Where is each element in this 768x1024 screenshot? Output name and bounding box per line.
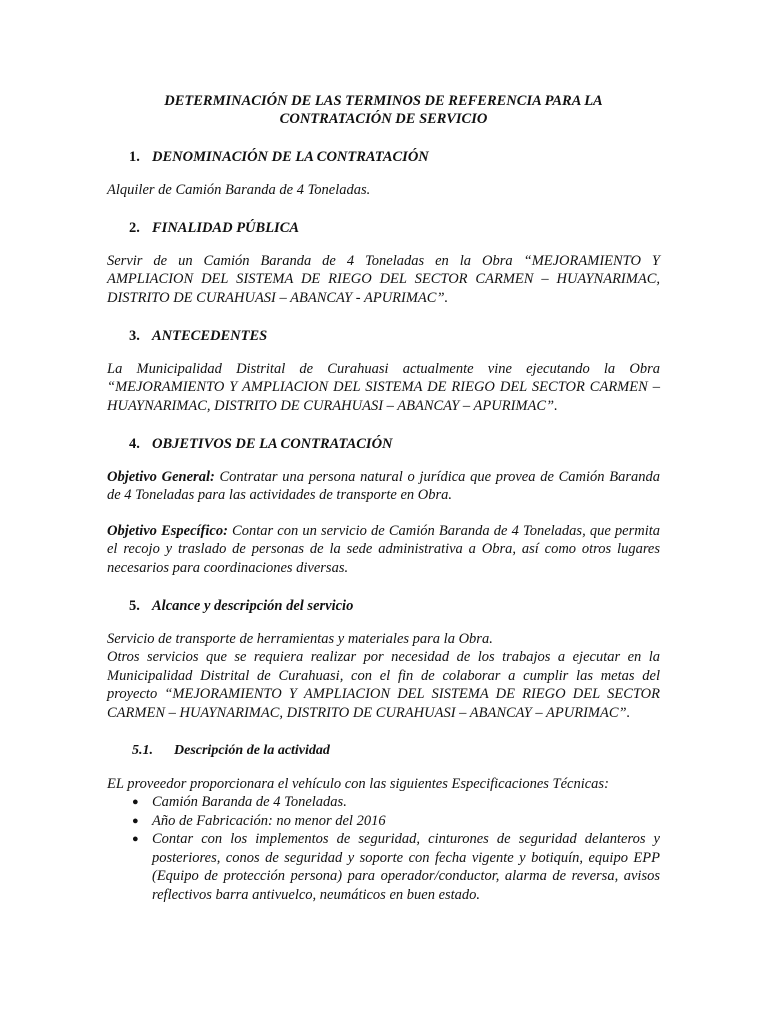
list-item-text: Camión Baranda de 4 Toneladas. <box>152 794 347 810</box>
section-1-heading <box>107 148 660 167</box>
objetivo-general-text: Contratar una persona natural o jurídica que provea de Camión Baranda de 4 Toneladas para las actividades de transporte en Obra. <box>107 468 660 503</box>
section-2-number: 2. <box>129 220 140 236</box>
section-4-number: 4. <box>129 436 140 452</box>
list-item <box>132 830 660 904</box>
objetivo-general <box>107 468 660 505</box>
section-3-heading <box>107 327 660 346</box>
section-2-body: Servir de un Camión Baranda de 4 Toneladas en la Obra “MEJORAMIENTO Y AMPLIACION DEL SISTEMA DE RIEGO DEL SECTOR CARMEN – HUAYNARIMAC, DISTRITO DE CURAHUASI – ABANCAY - APURIMAC”. <box>107 252 660 306</box>
section-3-heading-text: ANTECEDENTES <box>152 328 268 344</box>
section-5-number: 5. <box>129 598 140 614</box>
bullet-icon: ● <box>132 796 139 808</box>
document-title-line-2: CONTRATACIÓN DE SERVICIO <box>279 111 488 127</box>
section-2-heading-text: FINALIDAD PÚBLICA <box>152 220 300 236</box>
section-1-number: 1. <box>129 149 140 165</box>
section-5-line-2: Otros servicios que se requiera realizar por necesidad de los trabajos a ejecutar en la Municipalidad Distrital de Curahuasi, con el fin de colaborar a cumplir las metas del proyecto “MEJORAMIENTO Y AMPLIACION DEL SISTEMA DE RIEGO DEL SECTOR CARMEN – HUAYNARIMAC, DISTRITO DE CURAHUASI – ABANCAY – APURIMAC”. <box>107 649 660 721</box>
section-1-heading-text: DENOMINACIÓN DE LA CONTRATACIÓN <box>152 149 429 165</box>
section-5-line-1: Servicio de transporte de herramientas y materiales para la Obra. <box>107 630 493 647</box>
section-5-1-heading-text: Descripción de la actividad <box>174 743 330 758</box>
document-page <box>107 92 660 904</box>
section-5-1-number: 5.1. <box>132 743 153 758</box>
objetivo-especifico <box>107 522 660 578</box>
objetivo-especifico-text: Contar con un servicio de Camión Baranda de 4 Toneladas, que permita el recojo y traslado de personas de la sede administrativa a Obra, así como otros lugares necesarios para coordinaciones diversas. <box>107 522 661 576</box>
list-item <box>132 793 660 812</box>
section-5-1-intro: EL proveedor proporcionara el vehículo con las siguientes Especificaciones Técnicas: <box>107 775 609 792</box>
list-item <box>132 812 660 831</box>
objetivo-general-label: Objetivo General: <box>107 468 215 485</box>
specifications-list <box>107 793 660 904</box>
bullet-icon: ● <box>132 833 139 845</box>
section-5-heading <box>107 597 660 616</box>
section-1-body: Alquiler de Camión Baranda de 4 Toneladas. <box>107 181 371 198</box>
section-5-heading-text: Alcance y descripción del servicio <box>152 598 354 614</box>
section-4-heading <box>107 435 660 454</box>
section-4-heading-text: OBJETIVOS DE LA CONTRATACIÓN <box>152 436 393 452</box>
section-5-1-heading <box>107 742 660 761</box>
list-item-text: Año de Fabricación: no menor del 2016 <box>152 812 386 829</box>
section-3-body: La Municipalidad Distrital de Curahuasi actualmente vine ejecutando la Obra “MEJORAMIENTO Y AMPLIACION DEL SISTEMA DE RIEGO DEL SECTOR CARMEN – HUAYNARIMAC, DISTRITO DE CURAHUASI – ABANCAY – APURIMAC”. <box>107 360 660 414</box>
document-title-line-1: DETERMINACIÓN DE LAS TERMINOS DE REFERENCIA PARA LA <box>164 93 603 109</box>
list-item-text: Contar con los implementos de seguridad, cinturones de seguridad delanteros y posteriores, conos de seguridad y soporte con fecha vigente y botiquín, equipo EPP (Equipo de protección persona) para operador/conductor, alarma de reversa, avisos reflectivos barra antivuelco, neumáticos en buen estado. <box>152 831 660 903</box>
section-2-heading <box>107 219 660 238</box>
document-title <box>107 92 660 128</box>
objetivo-especifico-label: Objetivo Específico: <box>107 522 228 539</box>
section-3-number: 3. <box>129 328 140 344</box>
bullet-icon: ● <box>132 814 139 827</box>
